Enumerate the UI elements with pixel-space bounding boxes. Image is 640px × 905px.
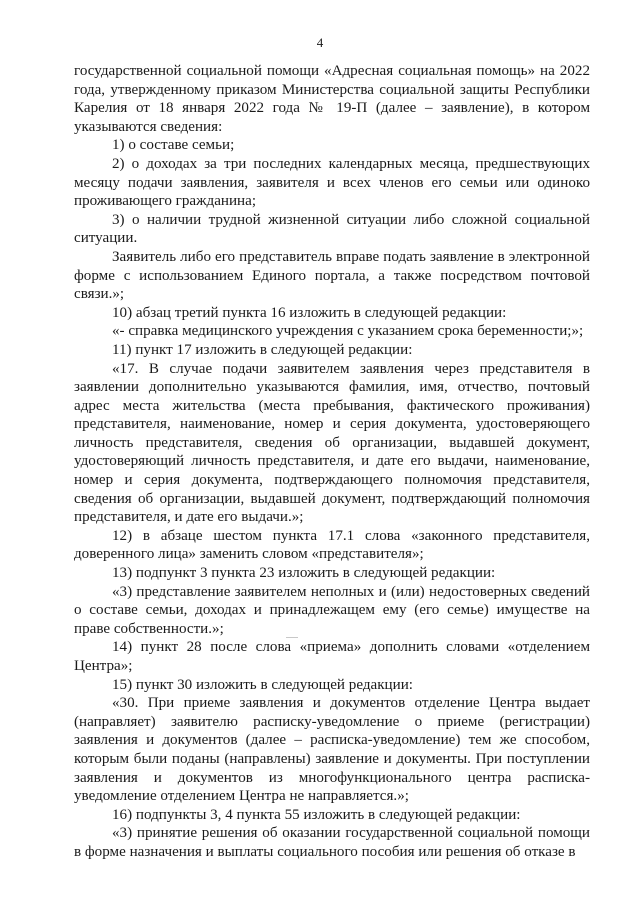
paragraph-amendment-13: 13) подпункт 3 пункта 23 изложить в следующей редакции: (112, 565, 496, 582)
paragraph-amendment-10: 10) абзац третий пункта 16 изложить в следующей редакции: (112, 304, 507, 321)
paragraph-item-2: 2) о доходах за три последних календарных месяца, предшествующих месяцу подачи заявления, заявителя и всех членов его семьи или одиноко проживающего гражданина; (74, 155, 590, 210)
scan-artifact (286, 637, 298, 638)
paragraph-amendment-15-text: «30. При приеме заявления и документов отделение Центра выдает (направляет) заявителю расписку-уведомление о приеме (регистрации) заявления и документов (далее – расписка-уведомление) тем же способом, которым были поданы (направлены) заявление и документы. При поступлении заявления и документов из многофункционального центра расписка-уведомление отделением Центра не направляется.»; (74, 695, 590, 805)
paragraph-amendment-16: 16) подпункты 3, 4 пункта 55 изложить в следующей редакции: (112, 806, 521, 823)
paragraph-amendment-16-text: «3) принятие решения об оказании государственной социальной помощи в форме назначения и выплаты социального пособия или решения об отказе в (74, 825, 590, 860)
paragraph-item-1: 1) о составе семьи; (112, 137, 235, 154)
paragraph-amendment-15: 15) пункт 30 изложить в следующей редакции: (112, 676, 413, 693)
paragraph-amendment-10-text: «- справка медицинского учреждения с указанием срока беременности;»; (112, 323, 584, 340)
paragraph-item-3: 3) о наличии трудной жизненной ситуации либо сложной социальной ситуации. (74, 211, 590, 247)
paragraph-amendment-11: 11) пункт 17 изложить в следующей редакции: (112, 341, 413, 358)
paragraph-amendment-14: 14) пункт 28 после слова «приема» дополнить словами «отделением Центра»; (74, 639, 590, 674)
paragraph-applicant-rights: Заявитель либо его представитель вправе подать заявление в электронной форме с использованием Единого портала, а также посредством почтовой связи.»; (74, 248, 590, 303)
document-body (74, 62, 590, 862)
paragraph-amendment-12: 12) в абзаце шестом пункта 17.1 слова «законного представителя, доверенного лица» заменить словом «представителя»; (74, 527, 590, 563)
page-number: 4 (316, 35, 324, 50)
paragraph-continuation: государственной социальной помощи «Адресная социальная помощь» на 2022 года, утвержденному приказом Министерства социальной защиты Республики Карелия от 18 января 2022 года № 19-П (далее – заявление), в котором указываются сведения: (74, 63, 590, 135)
paragraph-amendment-11-text: «17. В случае подачи заявителем заявления через представителя в заявлении дополнительно указываются фамилия, имя, отчество, почтовый адрес места жительства (места пребывания, фактического проживания) представителя, наименование, номер и серия документа, удостоверяющего личность представителя, сведения об организации, выдавшей документ, удостоверяющий личность представителя, и дате его выдачи, наименование, номер и серия документа, подтверждающего полномочия представителя, сведения об организации, выдавшей документ, подтверждающий полномочия представителя, и дате его выдачи.»; (74, 360, 590, 526)
paragraph-amendment-13-text: «3) представление заявителем неполных и (или) недостоверных сведений о составе семьи, доходах и принадлежащем ему (его семье) имуществе на праве собственности.»; (74, 583, 590, 637)
